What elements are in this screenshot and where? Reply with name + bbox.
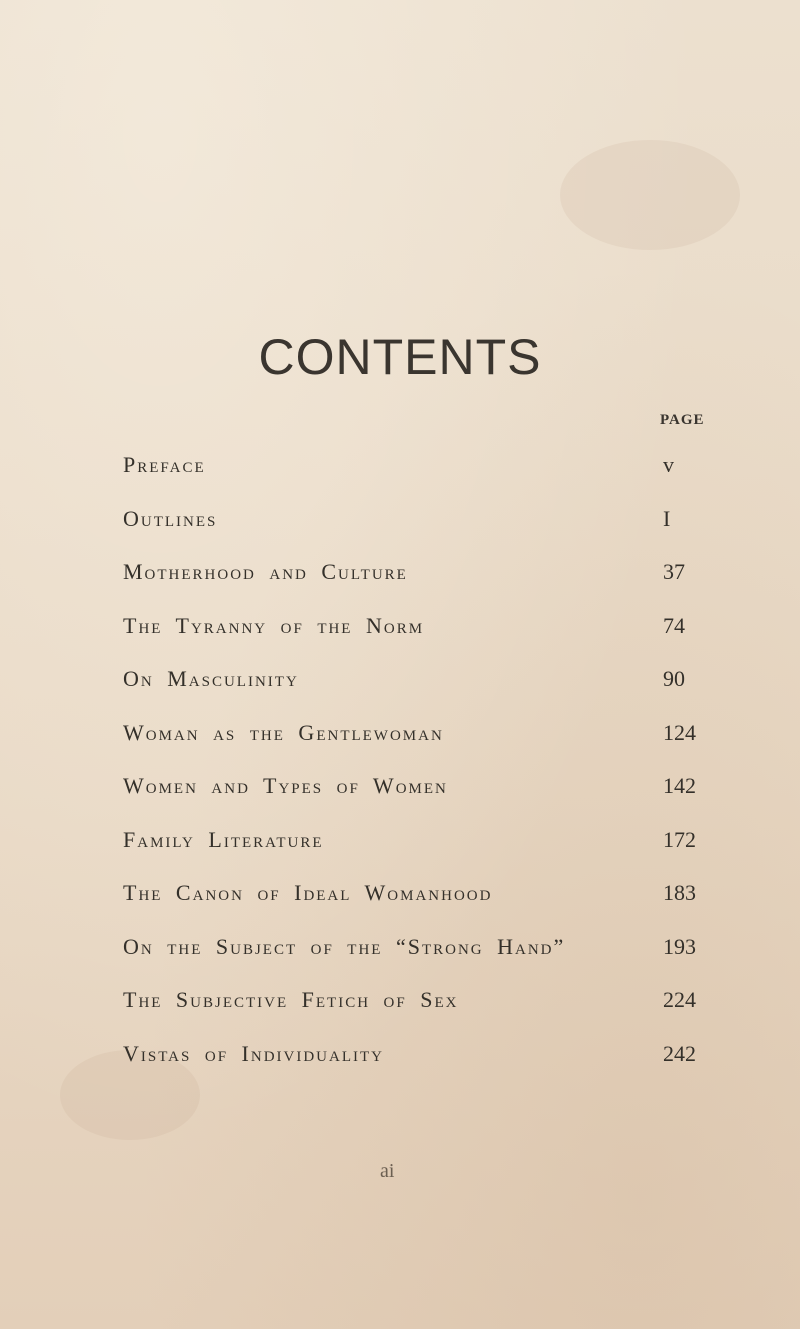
toc-entry-title: Vistas of Individuality — [123, 1040, 385, 1066]
toc-entry[interactable] — [123, 506, 723, 560]
toc-entry-title: On the Subject of the “Strong Hand” — [123, 933, 566, 959]
toc-entry-title: Women and Types of Women — [123, 773, 448, 798]
toc-entry[interactable] — [123, 452, 723, 506]
toc-entry-title: Family Literature — [123, 826, 324, 852]
toc-entry-page: v — [663, 452, 674, 477]
signature-mark: ai — [380, 1160, 395, 1182]
toc-entry-title: The Subjective Fetich of Sex — [123, 987, 459, 1012]
toc-entry-page: 224 — [663, 987, 696, 1012]
toc-entry[interactable] — [123, 666, 723, 720]
toc-entry-page: 142 — [663, 773, 696, 798]
toc-entry-page: 37 — [663, 559, 685, 584]
toc-entry[interactable] — [123, 1041, 723, 1095]
toc-entry-page: 124 — [663, 719, 696, 745]
toc-entry-title: Outlines — [123, 505, 218, 531]
toc-entry-page: 193 — [663, 933, 696, 959]
toc-entry[interactable] — [123, 720, 723, 774]
toc-entry-title: The Tyranny of the Norm — [123, 612, 425, 638]
paper-stain — [560, 140, 740, 250]
toc-entry-page: 183 — [663, 880, 696, 905]
toc-entry[interactable] — [123, 880, 723, 934]
toc-entry[interactable] — [123, 987, 723, 1041]
toc-entry[interactable] — [123, 934, 723, 988]
toc-entry-title: The Canon of Ideal Womanhood — [123, 880, 493, 905]
toc-entry-title: Motherhood and Culture — [123, 559, 408, 584]
page-title: CONTENTS — [258, 329, 542, 385]
toc-entry-title: Woman as the Gentlewoman — [123, 719, 444, 745]
toc-entry[interactable] — [123, 773, 723, 827]
toc-entry[interactable] — [123, 613, 723, 667]
toc-entry-title: On Masculinity — [123, 666, 299, 691]
toc-entry[interactable] — [123, 827, 723, 881]
toc-entry-page: I — [663, 505, 671, 531]
toc-entry-page: 242 — [663, 1040, 696, 1066]
toc-entry-page: 74 — [663, 612, 685, 638]
page-column-header: PAGE — [660, 412, 705, 428]
toc-entry[interactable] — [123, 559, 723, 613]
table-of-contents — [123, 452, 723, 1094]
toc-entry-page: 90 — [663, 666, 685, 691]
toc-entry-page: 172 — [663, 826, 696, 852]
toc-entry-title: Preface — [123, 452, 206, 477]
